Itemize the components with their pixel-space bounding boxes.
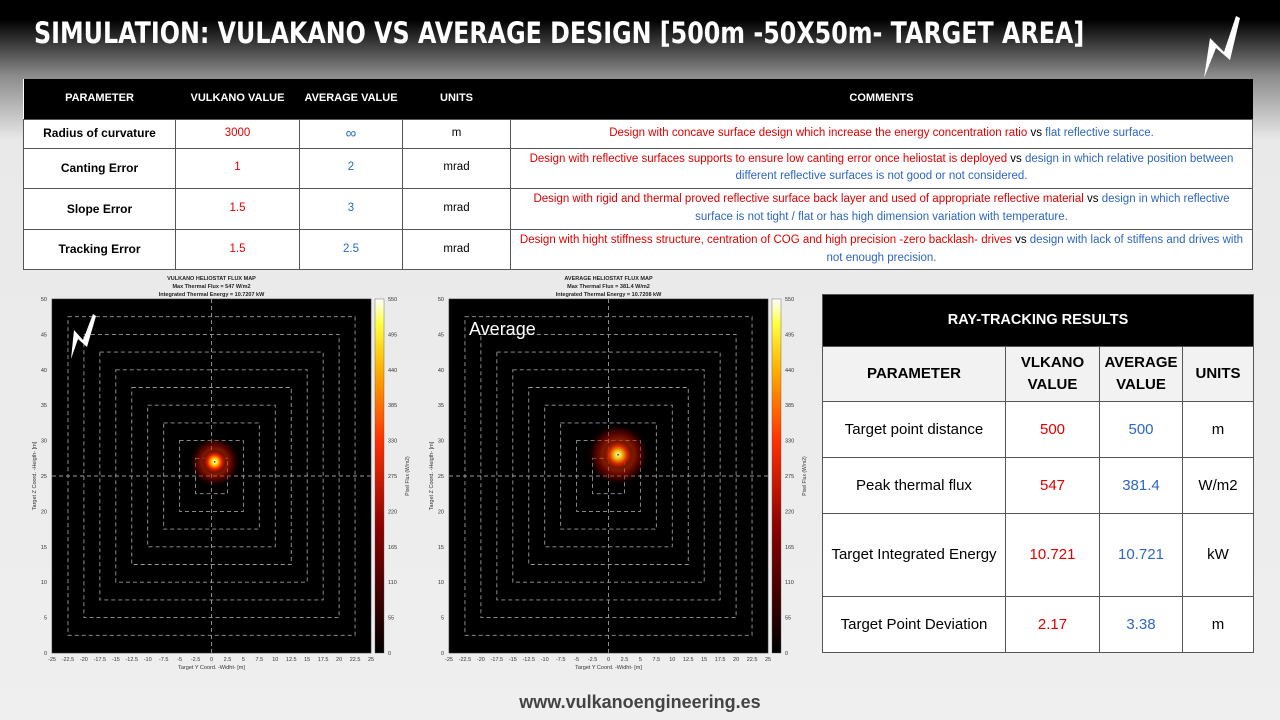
param-name: Tracking Error <box>24 229 176 270</box>
x-tick-label: 7.5 <box>652 657 661 663</box>
x-tick-label: -5 <box>177 657 183 663</box>
website-link[interactable]: www.vulkanoengineering.es <box>519 692 761 712</box>
colorbar-tick-label: 495 <box>785 332 795 339</box>
units: mrad <box>403 229 511 270</box>
y-tick-label: 0 <box>43 651 47 657</box>
y-tick-label: 35 <box>40 403 47 410</box>
parameters-table <box>23 79 1253 270</box>
x-tick-label: 17.5 <box>714 657 726 663</box>
colorbar-tick-label: 0 <box>785 651 789 657</box>
comment <box>511 119 1253 148</box>
chart-subtitle: Integrated Thermal Energy = 10.7208 kW <box>555 292 662 298</box>
hotspot-center-point <box>214 461 216 463</box>
param-name: Canting Error <box>24 148 176 189</box>
y-tick-label: 20 <box>437 509 444 516</box>
results-vulkano-value: 2.17 <box>1006 597 1100 653</box>
param-name: Slope Error <box>24 189 176 230</box>
table-row <box>24 148 1253 189</box>
chart-title: VULKANO HELIOSTAT FLUX MAP <box>167 276 256 282</box>
colorbar-tick-label: 275 <box>785 474 795 480</box>
vulkano-value: 3000 <box>176 119 300 148</box>
comment <box>511 189 1253 230</box>
results-title: RAY-TRACKING RESULTS <box>823 295 1254 347</box>
results-header-vulkano-value: VLKANO VALUE <box>1006 347 1100 402</box>
x-tick-label: 22.5 <box>349 657 361 663</box>
y-tick-label: 0 <box>440 651 444 657</box>
y-tick-label: 20 <box>40 509 47 516</box>
colorbar-tick-label: 495 <box>388 332 398 339</box>
average-value: 2.5 <box>300 229 403 270</box>
results-header-parameter: PARAMETER <box>823 347 1006 402</box>
results-units: W/m2 <box>1183 458 1254 514</box>
ray-tracking-results-table <box>822 294 1254 653</box>
x-tick-label: 5 <box>241 657 245 663</box>
hotspot-center-point <box>617 454 619 456</box>
x-tick-label: 10 <box>272 657 279 663</box>
results-vulkano-value: 10.721 <box>1006 514 1100 597</box>
results-average-value: 10.721 <box>1100 514 1183 597</box>
y-tick-label: 25 <box>437 474 444 480</box>
table-row <box>823 402 1254 458</box>
x-tick-label: -10 <box>143 657 152 663</box>
units: m <box>403 119 511 148</box>
x-tick-label: 22.5 <box>746 657 758 663</box>
header-comments: COMMENTS <box>511 79 1253 119</box>
comment-vs: vs <box>1083 193 1102 206</box>
colorbar-tick-label: 385 <box>785 403 795 410</box>
x-axis-label: Target Y Coord. -Widht- [m] <box>178 665 245 671</box>
header-vulkano-value: VULKANO VALUE <box>176 79 300 119</box>
comment-average: flat reflective surface. <box>1045 126 1154 139</box>
y-tick-label: 50 <box>437 297 444 303</box>
vulkano-value: 1.5 <box>176 189 300 230</box>
colorbar-tick-label: 220 <box>785 509 795 516</box>
x-tick-label: -7.5 <box>555 657 566 663</box>
colorbar-tick-label: 330 <box>785 438 795 445</box>
x-tick-label: -22.5 <box>61 657 75 663</box>
y-tick-label: 35 <box>437 403 444 410</box>
comment-vulkano: Design with reflective surfaces supports to ensure low canting error once heliostat is deployed <box>529 152 1008 165</box>
x-tick-label: 0 <box>209 657 214 663</box>
colorbar-tick-label: 165 <box>785 544 795 551</box>
header-units: UNITS <box>403 79 511 119</box>
colorbar-tick-label: 55 <box>388 615 395 622</box>
comment <box>511 148 1253 189</box>
results-units: m <box>1183 597 1254 653</box>
table-row <box>823 458 1254 514</box>
x-tick-label: 15 <box>701 657 708 663</box>
results-param: Target Integrated Energy <box>823 514 1006 597</box>
comment-vulkano: Design with concave surface design which increase the energy concentration ratio <box>609 126 1028 139</box>
x-tick-label: -12.5 <box>522 657 536 663</box>
chart-subtitle: Max Thermal Flux = 547 W/m2 <box>172 284 251 290</box>
x-tick-label: -2.5 <box>190 657 201 663</box>
results-header-average-value: AVERAGE VALUE <box>1100 347 1183 402</box>
table-row <box>24 189 1253 230</box>
results-vulkano-value: 500 <box>1006 402 1100 458</box>
comment-vs: vs <box>1011 233 1030 246</box>
colorbar-tick-label: 440 <box>388 367 398 374</box>
x-tick-label: -5 <box>574 657 580 663</box>
y-tick-label: 15 <box>40 544 47 551</box>
colorbar-tick-label: 330 <box>388 438 398 445</box>
table-row <box>823 514 1254 597</box>
colorbar-tick-label: 55 <box>785 615 792 622</box>
average-value: 2 <box>300 148 403 189</box>
colorbar-tick-label: 220 <box>388 509 398 516</box>
colorbar-label: Pixel Flux (W/m2) <box>802 456 808 496</box>
colorbar-tick-label: 165 <box>388 544 398 551</box>
y-tick-label: 50 <box>40 297 47 303</box>
results-units: m <box>1183 402 1254 458</box>
results-header-units: UNITS <box>1183 347 1254 402</box>
x-axis-label: Target Y Coord. -Widht- [m] <box>575 665 642 671</box>
average-value: 3 <box>300 189 403 230</box>
x-tick-label: -17.5 <box>490 657 504 663</box>
comment-vulkano: Design with rigid and thermal proved reflective surface back layer and used of appropriate reflective material <box>533 193 1084 206</box>
y-tick-label: 10 <box>437 580 444 587</box>
colorbar-tick-label: 550 <box>388 297 398 303</box>
results-average-value: 500 <box>1100 402 1183 458</box>
y-tick-label: 40 <box>40 367 47 374</box>
chart-subtitle: Max Thermal Flux = 381.4 W/m2 <box>567 284 650 290</box>
x-tick-label: -25 <box>445 657 453 663</box>
x-tick-label: 25 <box>367 657 375 663</box>
comment <box>511 229 1253 270</box>
comment-average: design in which reflective surface is not tight / flat or has high dimension variation with temperature. <box>695 193 1230 223</box>
colorbar <box>772 299 781 653</box>
x-tick-label: -15 <box>111 657 120 663</box>
colorbar-tick-label: 0 <box>388 651 392 657</box>
param-name: Radius of curvature <box>24 119 176 148</box>
x-tick-label: -7.5 <box>158 657 169 663</box>
y-tick-label: 30 <box>40 438 47 445</box>
y-axis-label: Target Z Coord. -Heigth- [m] <box>429 441 435 511</box>
results-param: Peak thermal flux <box>823 458 1006 514</box>
comment-vs: vs <box>1027 126 1046 139</box>
results-vulkano-value: 547 <box>1006 458 1100 514</box>
table-row <box>24 119 1253 148</box>
results-units: kW <box>1183 514 1254 597</box>
comment-average: design with lack of stiffens and drives with not enough precision. <box>826 233 1244 264</box>
x-tick-label: -20 <box>476 657 485 663</box>
comment-vs: vs <box>1007 152 1025 165</box>
colorbar-tick-label: 385 <box>388 403 398 410</box>
x-tick-label: 20 <box>733 657 740 663</box>
average-flux-map-chart <box>422 270 812 675</box>
y-axis-label: Target Z Coord. -Heigth- [m] <box>32 441 38 511</box>
colorbar-tick-label: 110 <box>785 580 794 587</box>
x-tick-label: 7.5 <box>255 657 264 663</box>
chart-subtitle: Integrated Thermal Energy = 10.7207 kW <box>158 292 265 298</box>
x-tick-label: 5 <box>638 657 642 663</box>
colorbar <box>375 299 384 653</box>
x-tick-label: 15 <box>304 657 311 663</box>
x-tick-label: 2.5 <box>223 657 232 663</box>
x-tick-label: -25 <box>48 657 56 663</box>
comment-vulkano: Design with hight stiffness structure, centration of COG and high precision -zero backlash- drives <box>519 233 1012 246</box>
results-param: Target point distance <box>823 402 1006 458</box>
colorbar-tick-label: 110 <box>388 580 397 587</box>
colorbar-tick-label: 440 <box>785 367 795 374</box>
x-tick-label: 10 <box>669 657 676 663</box>
y-tick-label: 15 <box>437 544 444 551</box>
y-tick-label: 25 <box>40 474 47 480</box>
x-tick-label: -15 <box>508 657 517 663</box>
table-row <box>24 229 1253 270</box>
y-tick-label: 40 <box>437 367 444 374</box>
x-tick-label: -17.5 <box>93 657 107 663</box>
average-value: ∞ <box>300 119 403 148</box>
x-tick-label: 12.5 <box>682 657 694 663</box>
y-tick-label: 10 <box>40 580 47 587</box>
x-tick-label: 12.5 <box>285 657 297 663</box>
y-tick-label: 30 <box>437 438 444 445</box>
units: mrad <box>403 189 511 230</box>
x-tick-label: 17.5 <box>317 657 329 663</box>
y-tick-label: 45 <box>437 332 444 339</box>
table-row <box>823 597 1254 653</box>
x-tick-label: 0 <box>606 657 611 663</box>
results-param: Target Point Deviation <box>823 597 1006 653</box>
x-tick-label: -2.5 <box>587 657 598 663</box>
x-tick-label: -12.5 <box>125 657 139 663</box>
x-tick-label: 25 <box>764 657 772 663</box>
colorbar-tick-label: 550 <box>785 297 795 303</box>
overlay-label: Average <box>469 319 536 339</box>
colorbar-label: Pixel Flux (W/m2) <box>405 456 411 496</box>
header-parameter: PARAMETER <box>24 79 176 119</box>
x-tick-label: -10 <box>540 657 549 663</box>
vulkano-value: 1 <box>176 148 300 189</box>
units: mrad <box>403 148 511 189</box>
lightning-logo-icon <box>1200 12 1244 78</box>
y-tick-label: 45 <box>40 332 47 339</box>
comment-average: design in which relative position between different reflective surfaces is not good or not considered. <box>735 152 1234 183</box>
y-tick-label: 5 <box>43 615 47 622</box>
x-tick-label: 2.5 <box>620 657 629 663</box>
results-average-value: 381.4 <box>1100 458 1183 514</box>
chart-title: AVERAGE HELIOSTAT FLUX MAP <box>564 276 653 282</box>
page-title: SIMULATION: VULAKANO VS AVERAGE DESIGN [500m -50X50m- TARGET AREA] <box>34 16 1085 50</box>
results-average-value: 3.38 <box>1100 597 1183 653</box>
x-tick-label: -20 <box>79 657 88 663</box>
x-tick-label: -22.5 <box>458 657 472 663</box>
x-tick-label: 20 <box>336 657 343 663</box>
y-tick-label: 5 <box>440 615 444 622</box>
vulkano-value: 1.5 <box>176 229 300 270</box>
header-average-value: AVERAGE VALUE <box>300 79 403 119</box>
vulkano-flux-map-chart <box>25 270 415 675</box>
colorbar-tick-label: 275 <box>388 474 398 480</box>
